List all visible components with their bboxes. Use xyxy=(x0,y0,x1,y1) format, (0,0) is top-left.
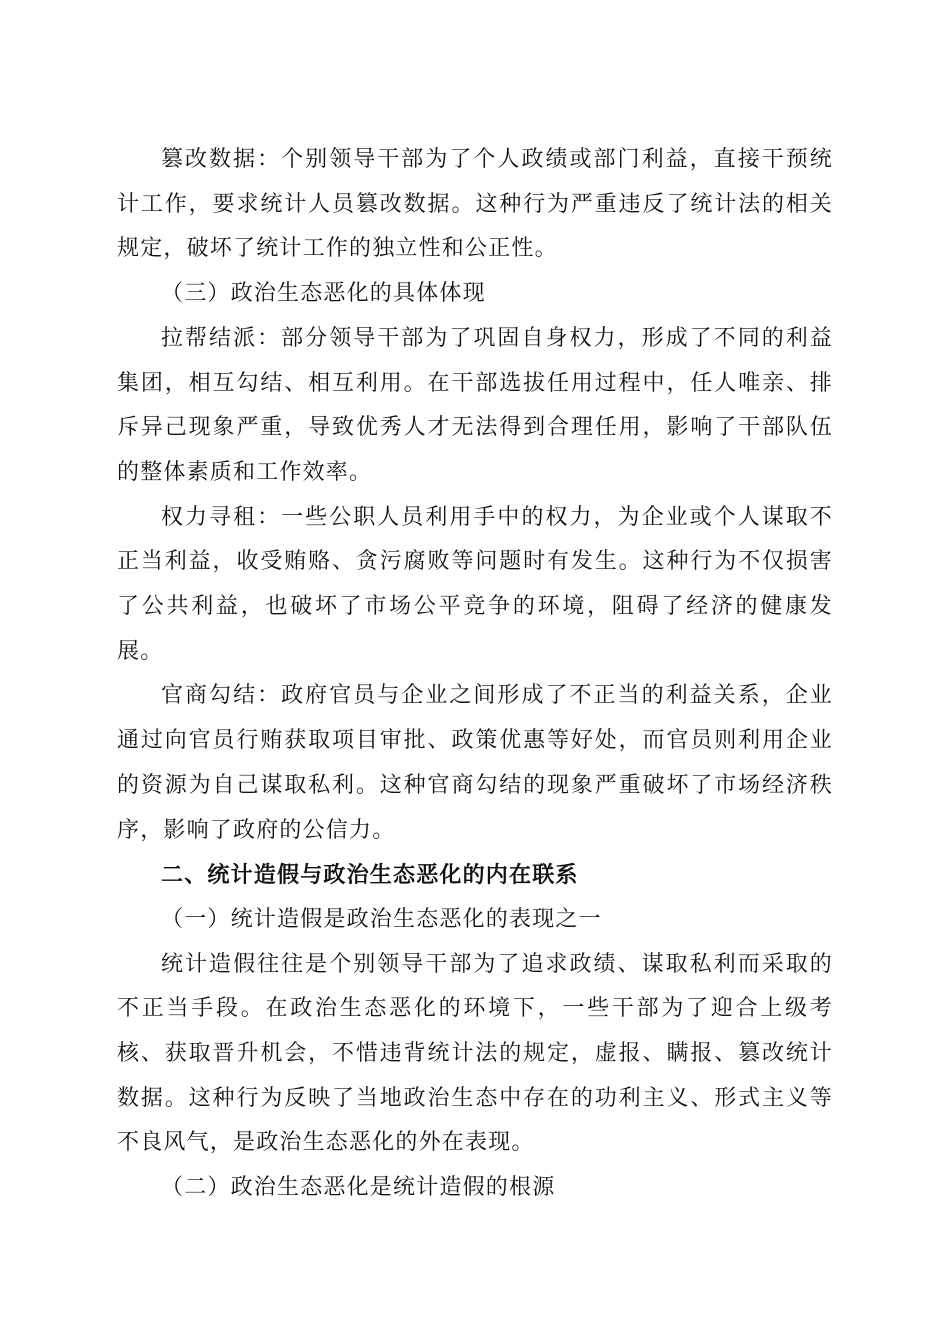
paragraph-fraud-manifestation: 统计造假往往是个别领导干部为了追求政绩、谋取私利而采取的不正当手段。在政治生态恶化的环境下，一些干部为了迎合上级考核、获取晋升机会，不惜违背统计法的规定，虚报、瞒报、篡改统计数据。这种行为反映了当地政治生态中存在的功利主义、形式主义等不良风气，是政治生态恶化的外在表现。 xyxy=(117,951,833,1156)
paragraph-factionalism: 拉帮结派：部分领导干部为了巩固自身权力，形成了不同的利益集团，相互勾结、相互利用。在干部选拔任用过程中，任人唯亲、排斥异己现象严重，导致优秀人才无法得到合理任用，影响了干部队伍的整体素质和工作效率。 xyxy=(117,325,833,485)
heading-part-2: 二、统计造假与政治生态恶化的内在联系 xyxy=(161,862,579,889)
paragraph-rent-seeking: 权力寻租：一些公职人员利用手中的权力，为企业或个人谋取不正当利益，收受贿赂、贪污腐败等问题时有发生。这种行为不仅损害了公共利益，也破坏了市场公平竞争的环境，阻碍了经济的健康发展。 xyxy=(117,504,833,664)
heading-subsection-1: （一）统计造假是政治生态恶化的表现之一 xyxy=(161,906,602,932)
document-page xyxy=(117,138,833,1211)
paragraph-tampering-data: 篡改数据：个别领导干部为了个人政绩或部门利益，直接干预统计工作，要求统计人员篡改数据。这种行为严重违反了统计法的相关规定，破坏了统计工作的独立性和公正性。 xyxy=(117,147,833,262)
paragraph-collusion: 官商勾结：政府官员与企业之间形成了不正当的利益关系，企业通过向官员行贿获取项目审批、政策优惠等好处，而官员则利用企业的资源为自己谋取私利。这种官商勾结的现象严重破坏了市场经济秩序，影响了政府的公信力。 xyxy=(117,683,833,843)
heading-subsection-2: （二）政治生态恶化是统计造假的根源 xyxy=(161,1175,556,1201)
heading-section-3: （三）政治生态恶化的具体体现 xyxy=(161,281,486,307)
